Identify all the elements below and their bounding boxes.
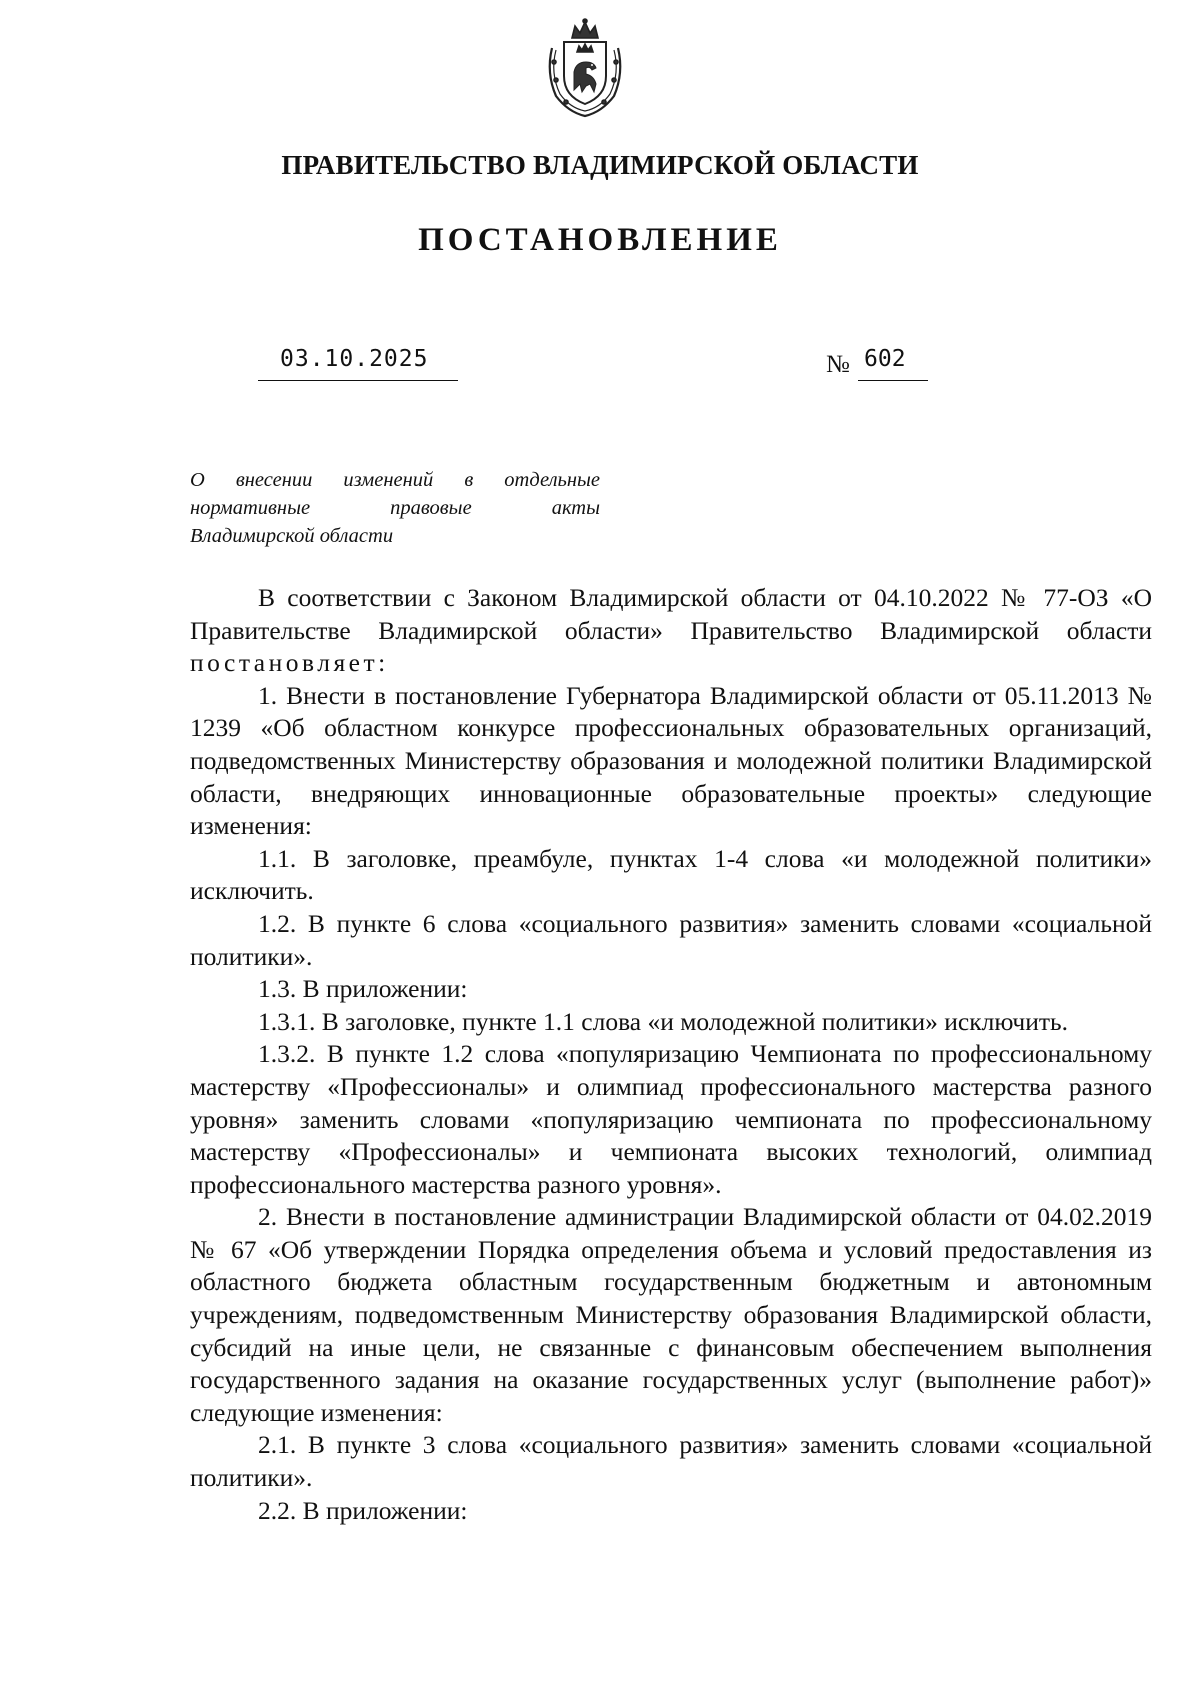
document-number-field	[858, 346, 928, 381]
government-title: ПРАВИТЕЛЬСТВО ВЛАДИМИРСКОЙ ОБЛАСТИ	[281, 150, 919, 180]
clause-2-2: 2.2. В приложении:	[258, 1495, 468, 1525]
document-body	[190, 582, 1152, 1527]
clause-1-3: 1.3. В приложении:	[258, 974, 468, 1004]
document-number-label: №	[826, 351, 850, 378]
document-number: 602	[864, 346, 906, 372]
clause-2-1: 2.1. В пункте 3 слова «социального развития» заменить словами «социальной политики».	[190, 1430, 1152, 1493]
coat-of-arms-icon	[542, 18, 628, 118]
clause-1-3-2: 1.3.2. В пункте 1.2 слова «популяризацию Чемпионата по профессиональному мастерству «Профессионалы» и олимпиад профессионального мастерства разного уровня» заменить словами «популяризацию чемпионата по профессиональному мастерству «Профессионалы» и чемпионата высоких технологий, олимпиад профессионального мастерства разного уровня».	[190, 1039, 1152, 1199]
document-subject	[190, 466, 600, 550]
clause-2: 2. Внести в постановление администрации Владимирской области от 04.02.2019 № 67 «Об утверждении Порядка определения объема и условий предоставления из областного бюджета областным государственным бюджетным и автономным учреждениям, подведомственным Министерству образования Владимирской области, субсидий на иные цели, не связанные с финансовым обеспечением выполнения государственного задания на оказание государственных услуг (выполнение работ)» следующие изменения:	[190, 1202, 1152, 1427]
preamble-paragraph	[190, 582, 1152, 680]
clause-1-1: 1.1. В заголовке, преамбуле, пунктах 1-4 слова «и молодежной политики» исключить.	[190, 843, 1152, 906]
subject-line: О внесении изменений в отдельные	[190, 469, 600, 491]
clause-1: 1. Внести в постановление Губернатора Владимирской области от 05.11.2013 № 1239 «Об областном конкурсе профессиональных образовательных организаций, подведомственных Министерству образования и молодежной политики Владимирской области, внедряющих инновационные образовательные проекты» следующие изменения:	[190, 680, 1152, 841]
document-date: 03.10.2025	[280, 346, 429, 372]
preamble-colon: :	[378, 648, 386, 678]
subject-line: нормативные правовые акты	[190, 497, 600, 519]
clause-1-2: 1.2. В пункте 6 слова «социального развития» заменить словами «социальной политики».	[190, 908, 1152, 971]
document-date-field	[258, 346, 458, 381]
clause-1-3-1: 1.3.1. В заголовке, пункте 1.1 слова «и молодежной политики» исключить.	[258, 1006, 1069, 1036]
subject-line: Владимирской области	[190, 525, 394, 547]
preamble-text: В соответствии с Законом Владимирской области от 04.10.2022 № 77-ОЗ «О Правительстве Владимирской области» Правительство Владимирской области	[190, 583, 1152, 645]
document-type: ПОСТАНОВЛЕНИЕ	[418, 222, 782, 258]
preamble-verb: постановляет	[190, 648, 379, 678]
